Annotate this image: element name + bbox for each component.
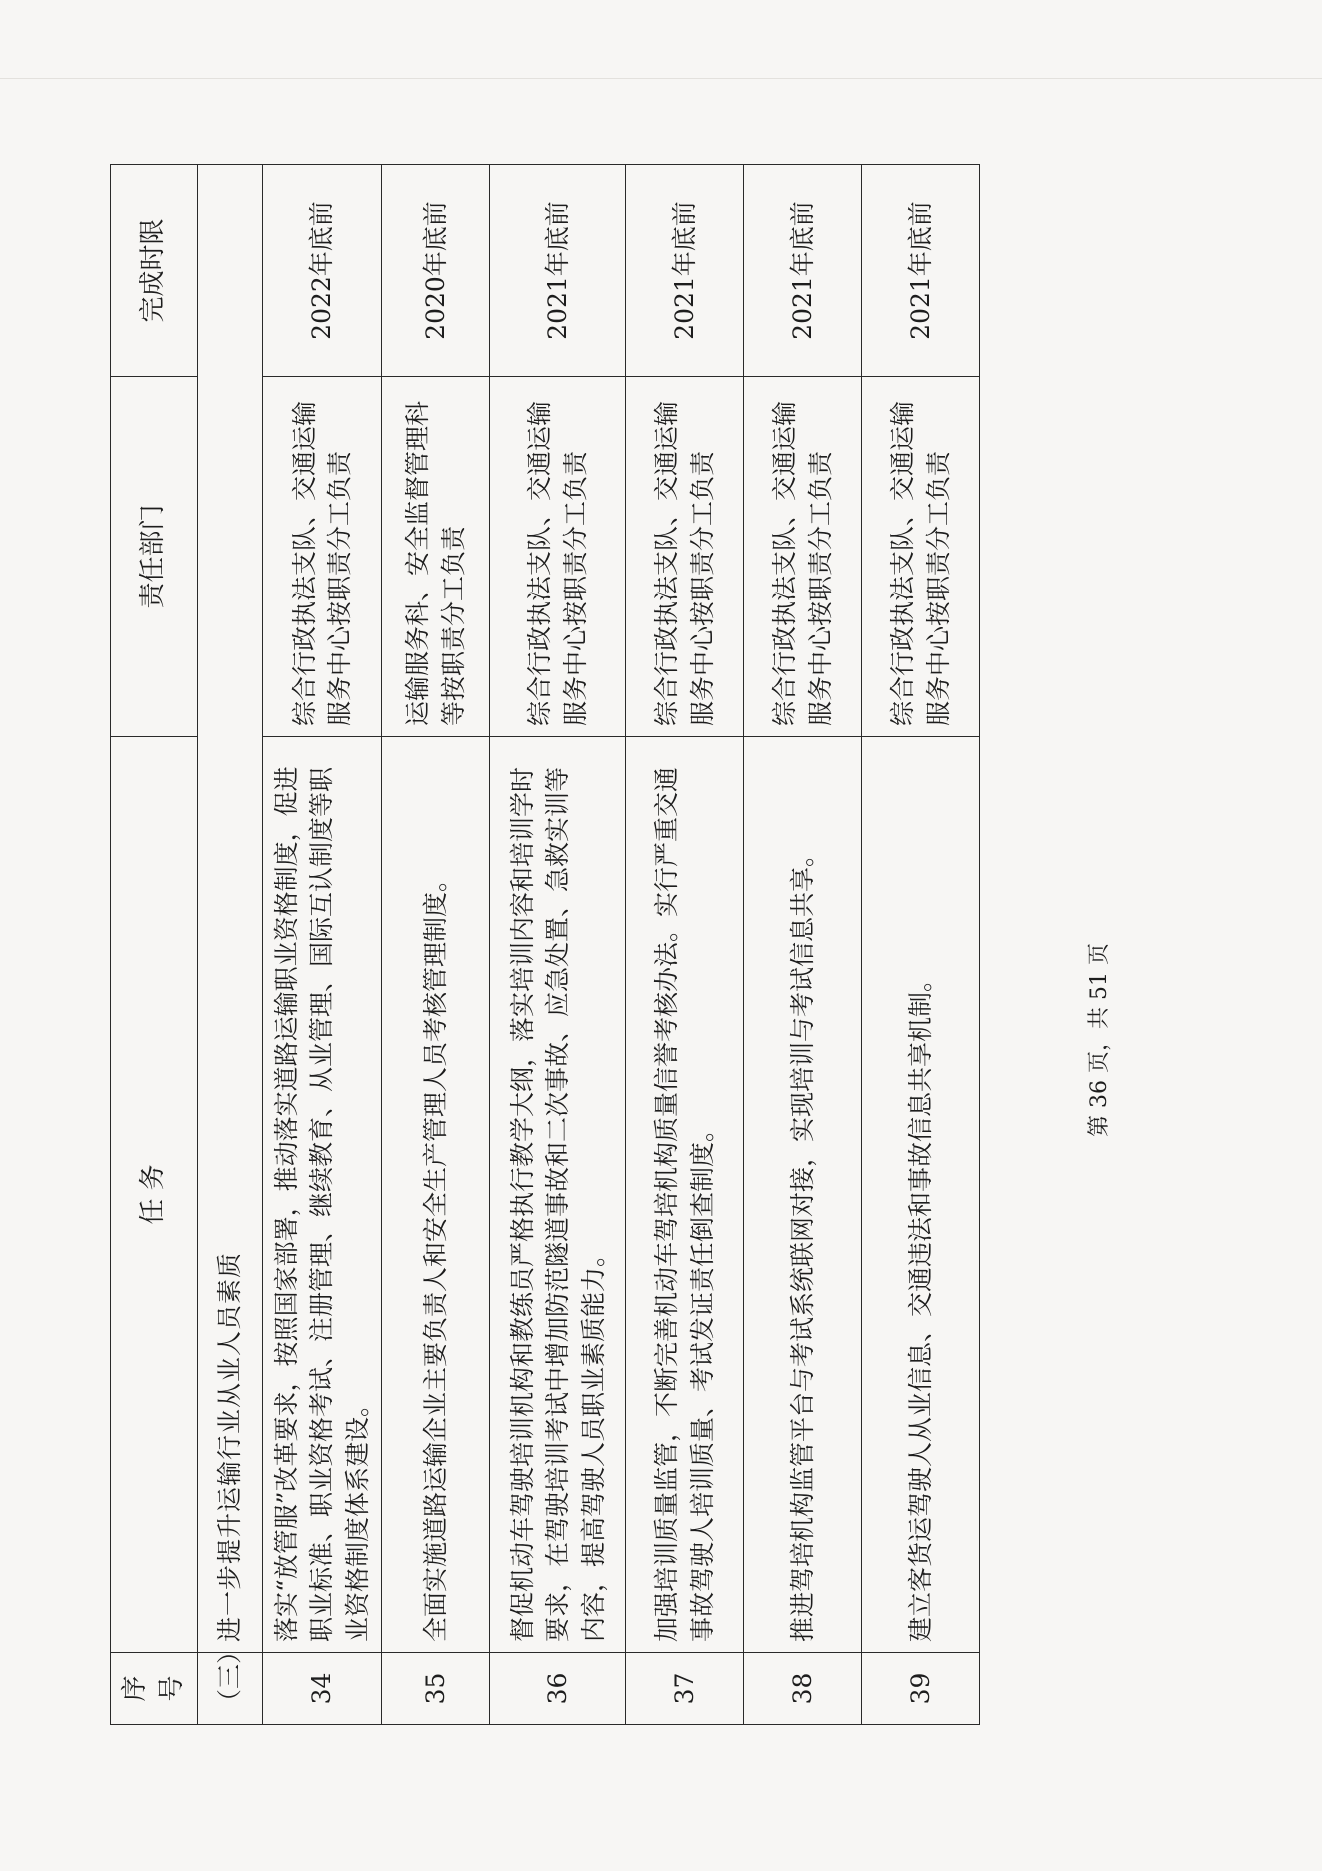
row-no: 38 (744, 1653, 862, 1725)
row-limit: 2020年底前 (382, 165, 490, 377)
row-limit: 2021年底前 (490, 165, 626, 377)
header-limit: 完成时限 (111, 165, 198, 377)
row-task: 落实“放管服”改革要求，按照国家部署，推动落实道路运输职业资格制度，促进职业标准、职业资格考试、注册管理、继续教育、从业管理、国际互认制度等职业资格制度体系建设。 (262, 737, 382, 1653)
table-row (490, 165, 626, 1725)
row-dept: 综合行政执法支队、交通运输服务中心按职责分工负责 (744, 377, 862, 737)
page-footer (1080, 850, 1120, 1230)
row-task: 全面实施道路运输企业主要负责人和安全生产管理人员考核管理制度。 (382, 737, 490, 1653)
row-limit: 2021年底前 (862, 165, 980, 377)
task-table (110, 164, 980, 1725)
table-row (744, 165, 862, 1725)
table-row (382, 165, 490, 1725)
table-row (262, 165, 382, 1725)
row-dept: 综合行政执法支队、交通运输服务中心按职责分工负责 (490, 377, 626, 737)
row-dept: 运输服务科、安全监督管理科等按职责分工负责 (382, 377, 490, 737)
row-limit: 2021年底前 (744, 165, 862, 377)
row-dept: 综合行政执法支队、交通运输服务中心按职责分工负责 (262, 377, 382, 737)
row-task: 推进驾培机构监管平台与考试系统联网对接，实现培训与考试信息共享。 (744, 737, 862, 1653)
row-no: 34 (262, 1653, 382, 1725)
table-header-row (111, 165, 198, 1725)
row-no: 37 (626, 1653, 744, 1725)
rotated-table-page (110, 165, 1080, 1725)
row-task: 督促机动车驾驶培训机构和教练员严格执行教学大纲，落实培训内容和培训学时要求，在驾驶培训考试中增加防范隧道事故和二次事故、应急处置、急救实训等内容，提高驾驶人员职业素质能力。 (490, 737, 626, 1653)
header-task: 任 务 (111, 737, 198, 1653)
section-title: 进一步提升运输行业从业人员素质 (197, 165, 262, 1653)
table-row (862, 165, 980, 1725)
row-dept: 综合行政执法支队、交通运输服务中心按职责分工负责 (862, 377, 980, 737)
row-no: 39 (862, 1653, 980, 1725)
scan-edge-line (0, 78, 1322, 79)
row-no: 36 (490, 1653, 626, 1725)
section-row (197, 165, 262, 1725)
row-task: 建立客货运驾驶人从业信息、交通违法和事故信息共享机制。 (862, 737, 980, 1653)
header-no: 序号 (111, 1653, 198, 1725)
table-row (626, 165, 744, 1725)
section-no: （三） (197, 1653, 262, 1725)
row-limit: 2021年底前 (626, 165, 744, 377)
row-no: 35 (382, 1653, 490, 1725)
row-limit: 2022年底前 (262, 165, 382, 377)
row-dept: 综合行政执法支队、交通运输服务中心按职责分工负责 (626, 377, 744, 737)
page-number: 第 36 页，共 51 页 (1087, 943, 1112, 1137)
row-task: 加强培训质量监管，不断完善机动车驾培机构质量信誉考核办法。实行严重交通事故驾驶人培训质量、考试发证责任倒查制度。 (626, 737, 744, 1653)
header-dept: 责任部门 (111, 377, 198, 737)
